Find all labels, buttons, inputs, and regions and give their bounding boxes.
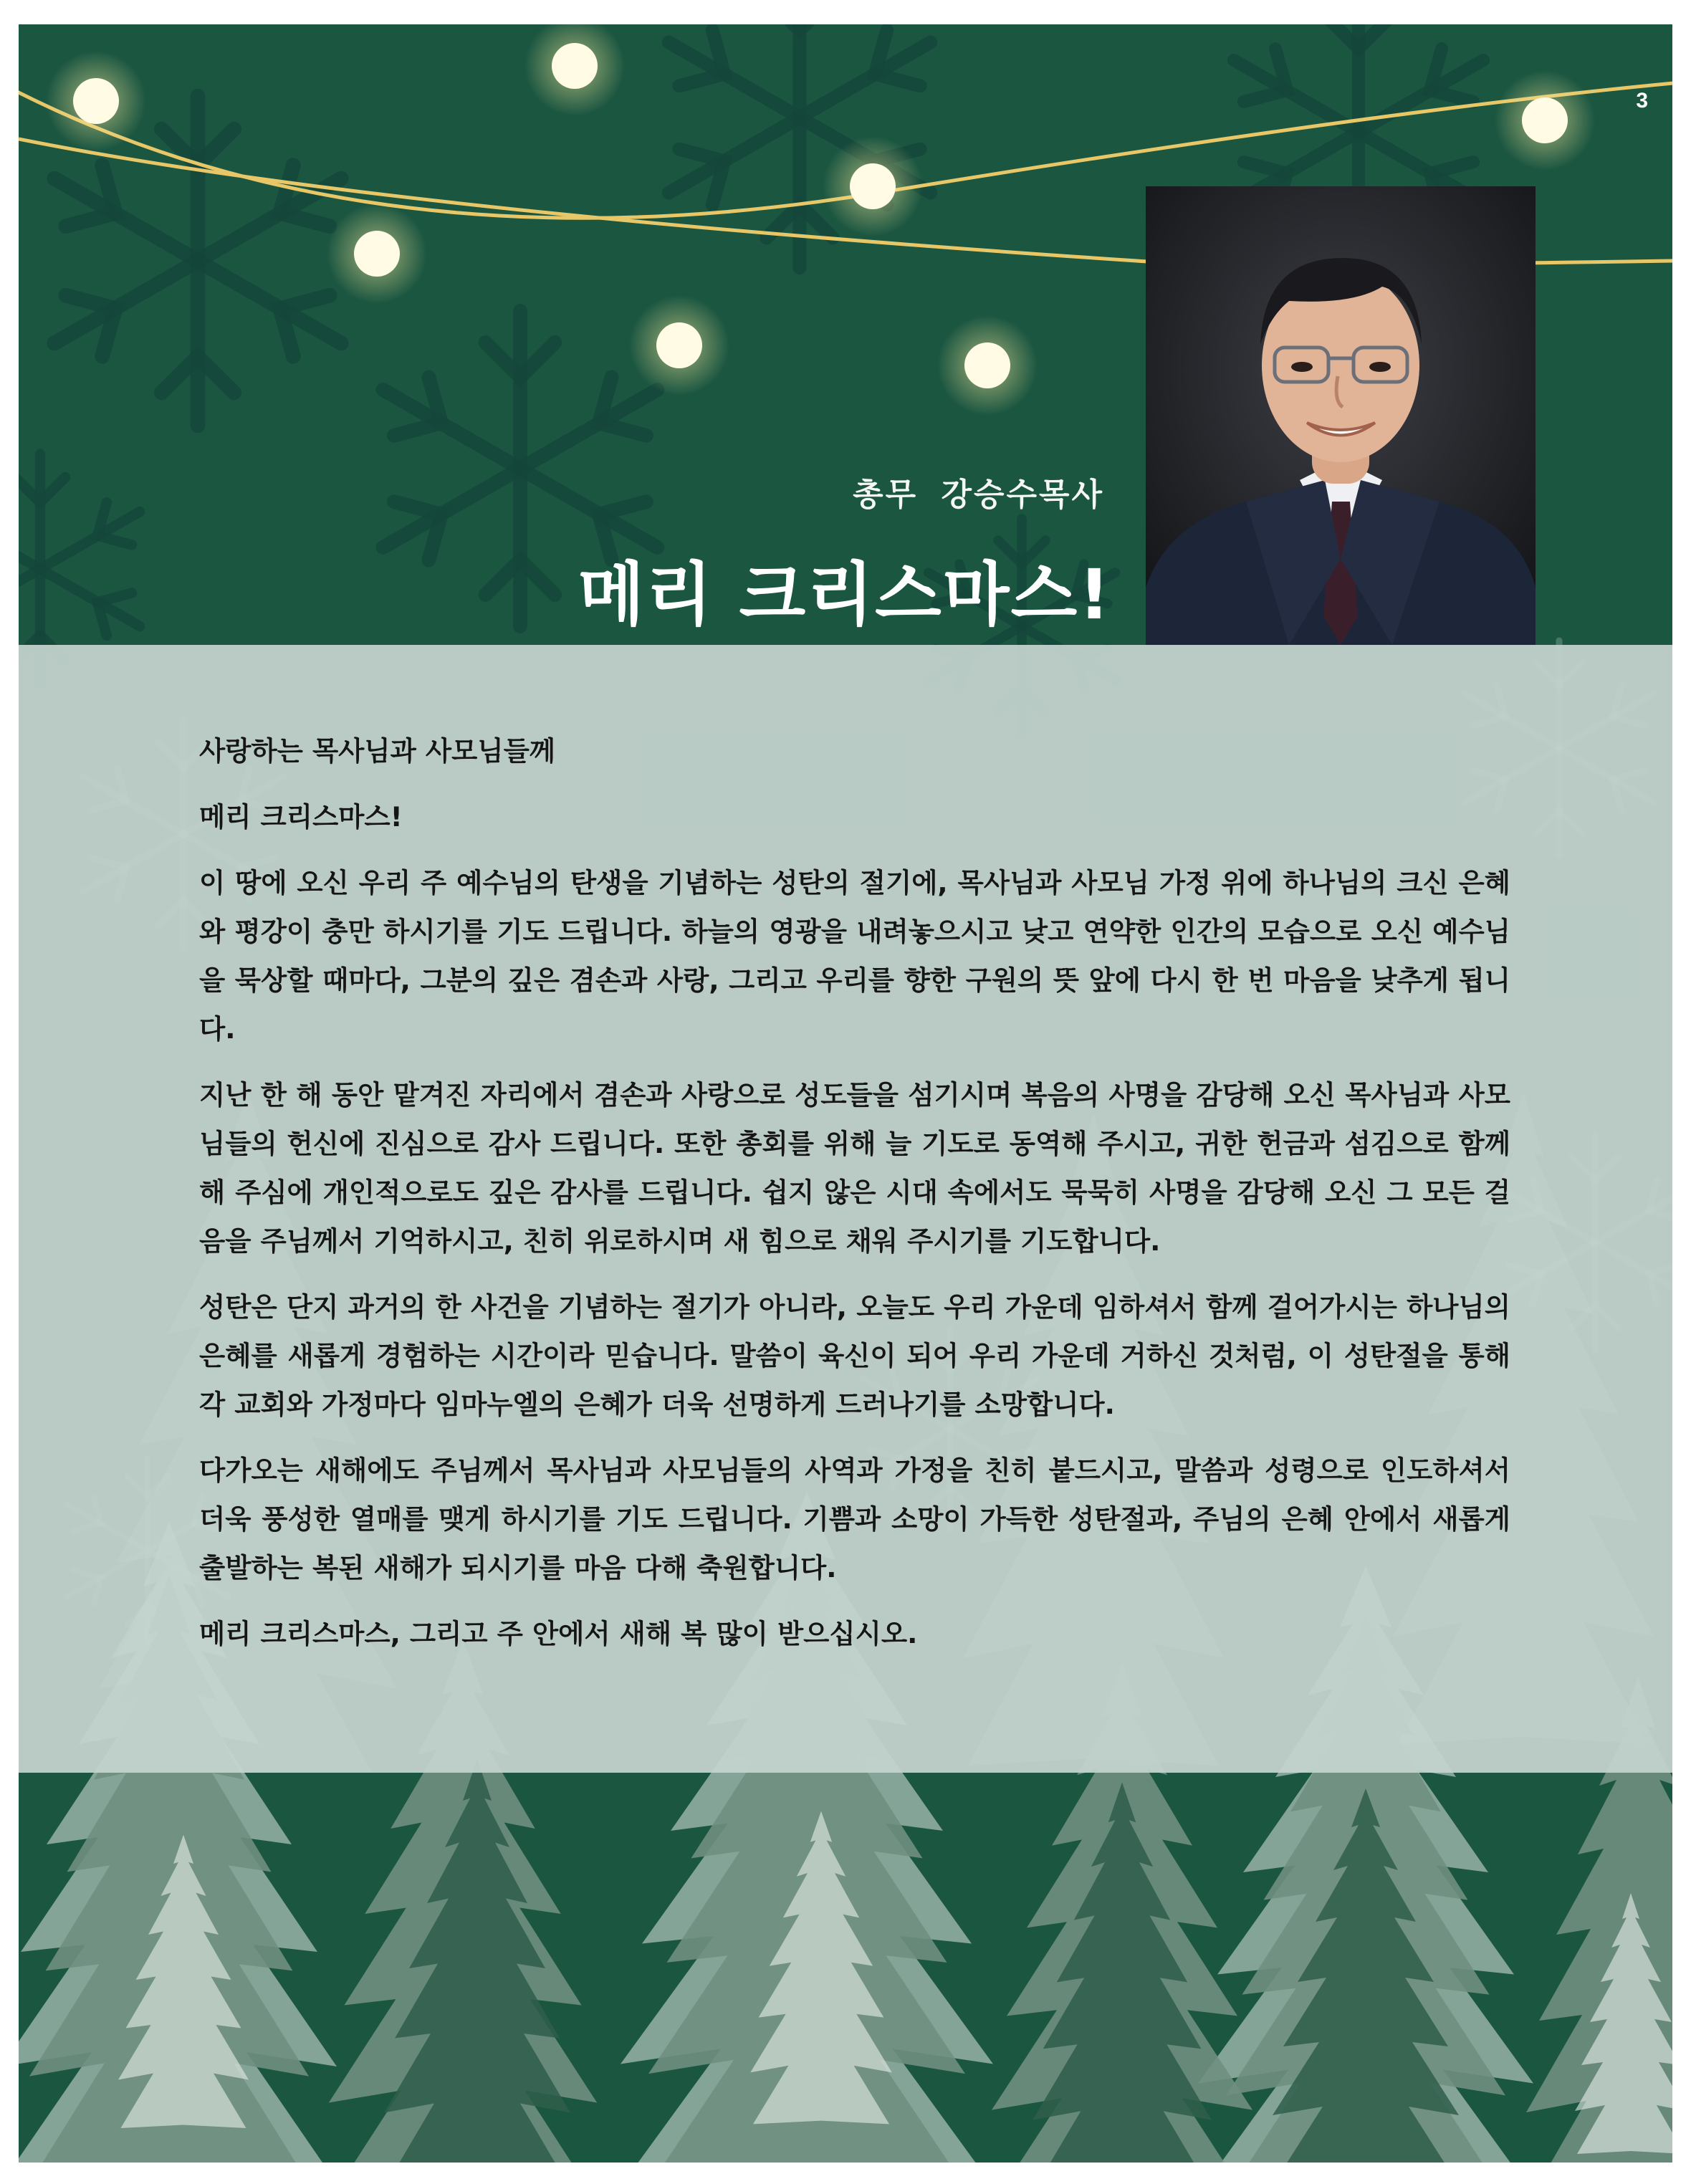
- letter-greeting: 메리 크리스마스!: [199, 801, 403, 833]
- letter-salutation: 사랑하는 목사님과 사모님들께: [199, 735, 556, 767]
- letter-closing: 메리 크리스마스, 그리고 주 안에서 새해 복 많이 받으십시오.: [199, 1618, 918, 1649]
- author-name: 총무 강승수목사: [853, 476, 1104, 513]
- letter-paragraph: 다가오는 새해에도 주님께서 목사님과 사모님들의 사역과 가정을 친히 붙드시고, 말씀과 성령으로 인도하셔서 더욱 풍성한 열매를 맺게 하시기를 기도 드립니다. 기쁨과 소망이 가득한 성탄절과, 주님의 은혜 안에서 새롭게 출발하는 복된 새해가 되시기를 마음 다해 축원합니다.: [199, 1455, 1510, 1584]
- letter-paragraph: 이 땅에 오신 우리 주 예수님의 탄생을 기념하는 성탄의 절기에, 목사님과 사모님 가정 위에 하나님의 크신 은혜와 평강이 충만 하시기를 기도 드립니다. 하늘의 영광을 내려놓으시고 낮고 연약한 인간의 모습으로 오신 예수님을 묵상할 때마다, 그분의 깊은 겸손과 사랑, 그리고 우리를 향한 구원의 뜻 앞에 다시 한 번 마음을 낮추게 됩니다.: [199, 867, 1510, 1045]
- letter-body: [199, 727, 1510, 1675]
- portrait-image: [1146, 186, 1536, 645]
- page-headline: 메리 크리스마스!: [578, 555, 1111, 635]
- page-number: 3: [1636, 89, 1648, 112]
- letter-paragraph: 지난 한 해 동안 맡겨진 자리에서 겸손과 사랑으로 성도들을 섬기시며 복음의 사명을 감당해 오신 목사님과 사모님들의 헌신에 진심으로 감사 드립니다. 또한 총회를 위해 늘 기도로 동역해 주시고, 귀한 헌금과 섬김으로 함께해 주심에 개인적으로도 깊은 감사를 드립니다. 쉽지 않은 시대 속에서도 묵묵히 사명을 감당해 오신 그 모든 걸음을 주님께서 기억하시고, 친히 위로하시며 새 힘으로 채워 주시기를 기도합니다.: [199, 1079, 1510, 1257]
- page-frame: [19, 24, 1672, 2163]
- letter-panel: [19, 645, 1672, 1773]
- letter-paragraph: 성탄은 단지 과거의 한 사건을 기념하는 절기가 아니라, 오늘도 우리 가운데 임하셔서 함께 걸어가시는 하나님의 은혜를 새롭게 경험하는 시간이라 믿습니다. 말씀이 육신이 되어 우리 가운데 거하신 것처럼, 이 성탄절을 통해 각 교회와 가정마다 임마누엘의 은혜가 더욱 선명하게 드러나기를 소망합니다.: [199, 1291, 1510, 1420]
- pastor-portrait: [1146, 186, 1536, 645]
